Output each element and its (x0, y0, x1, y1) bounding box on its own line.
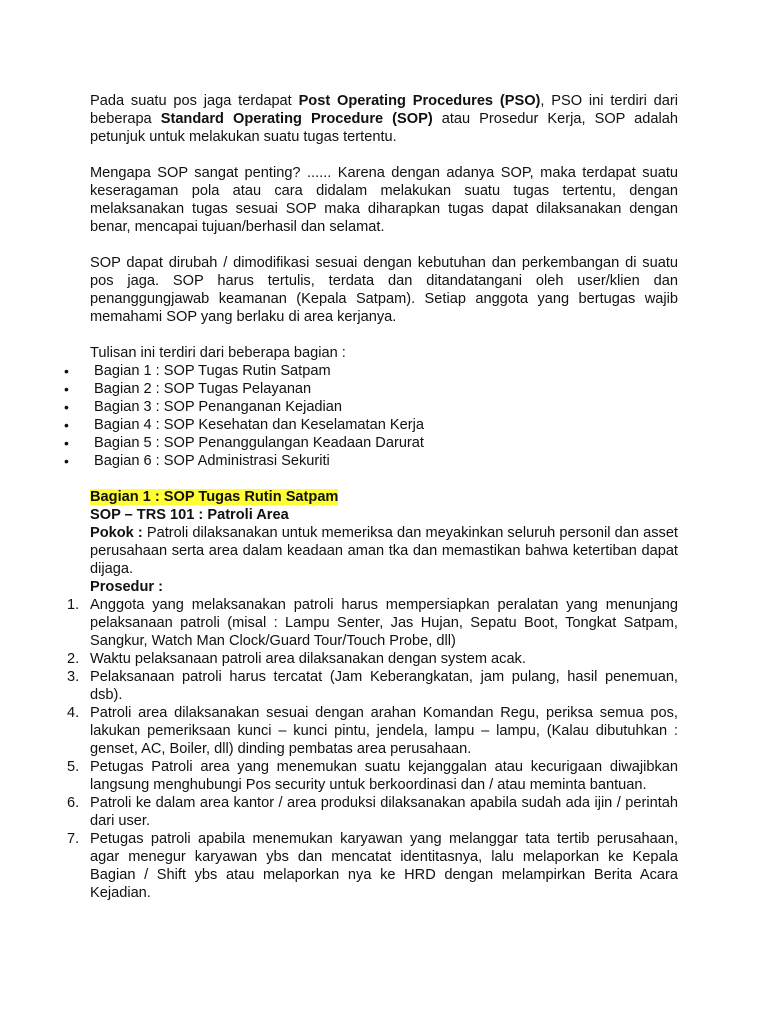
step-text: Petugas patroli apabila menemukan karyawan yang melanggar tata tertib perusahaan, agar menegur karyawan ybs dan mencatat identitasnya, lalu melaporkan ke Kepala Bagian / Shift ybs atau melaporkan nya ke HRD dengan melampirkan Berita Acara Kejadian. (90, 831, 678, 901)
step-number: 4. (67, 705, 80, 721)
document-page (67, 92, 679, 902)
pokok-paragraph (90, 524, 678, 578)
list-item (67, 596, 678, 650)
list-item: • Bagian 1 : SOP Tugas Rutin Satpam (90, 362, 678, 380)
step-number: 5. (67, 759, 80, 775)
list-item (67, 704, 678, 758)
step-number: 7. (67, 831, 80, 847)
intro-text: , PSO ini terdiri dari beberapa (90, 93, 678, 127)
list-item (67, 830, 678, 902)
list-item: • Bagian 3 : SOP Penanganan Kejadian (90, 398, 678, 416)
list-item: • Bagian 4 : SOP Kesehatan dan Keselamatan Kerja (90, 416, 678, 434)
step-number: 3. (67, 669, 80, 685)
list-item (67, 650, 678, 668)
section-heading: Bagian 1 : SOP Tugas Rutin Satpam (90, 489, 339, 505)
list-item (67, 758, 678, 794)
section-1 (67, 488, 678, 902)
intro-paragraph-1 (90, 92, 678, 146)
step-text: Pelaksanaan patroli harus tercatat (Jam Keberangkatan, jam pulang, hasil penemuan, dsb). (90, 669, 678, 703)
sop-title: SOP – TRS 101 : Patroli Area (90, 507, 289, 523)
intro-paragraph-2: Mengapa SOP sangat penting? ...... Karena dengan adanya SOP, maka terdapat suatu keseragaman pola atau cara didalam melakukan suatu tugas tertentu, dengan melaksanakan tugas sesuai SOP maka diharapkan tugas dapat dilaksanakan dengan benar, mencapai tujuan/berhasil dan selamat. (90, 165, 678, 235)
step-text: Waktu pelaksanaan patroli area dilaksanakan dengan system acak. (90, 651, 526, 667)
step-text: Patroli ke dalam area kantor / area produksi dilaksanakan apabila sudah ada ijin / perintah dari user. (90, 795, 678, 829)
list-item (67, 668, 678, 704)
intro-text: Pada suatu pos jaga terdapat (90, 93, 299, 109)
list-item: • Bagian 5 : SOP Penanggulangan Keadaan Darurat (90, 434, 678, 452)
parts-list-heading: Tulisan ini terdiri dari beberapa bagian : (90, 345, 346, 361)
step-text: Petugas Patroli area yang menemukan suatu kejanggalan atau kecurigaan diwajibkan langsung menghubungi Pos security untuk berkoordinasi dan / atau meminta bantuan. (90, 759, 678, 793)
list-item: • Bagian 6 : SOP Administrasi Sekuriti (90, 452, 678, 470)
prosedur-label: Prosedur : (90, 579, 163, 595)
step-number: 6. (67, 795, 80, 811)
step-text: Anggota yang melaksanakan patroli harus mempersiapkan peralatan yang menunjang pelaksanaan patroli (misal : Lampu Senter, Jas Hujan, Sepatu Boot, Tongkat Satpam, Sangkur, Watch Man Clock/Guard Tour/Touch Probe, dll) (90, 597, 678, 649)
list-item (67, 794, 678, 830)
sop-term: Standard Operating Procedure (SOP) (160, 111, 433, 127)
step-text: Patroli area dilaksanakan sesuai dengan arahan Komandan Regu, periksa semua pos, lakukan pemeriksaan kunci – kunci pintu, jendela, lampu – lampu, (Kalau dibutuhkan : genset, AC, Boiler, dll) dinding pembatas area perusahaan. (90, 705, 678, 757)
procedure-steps (67, 596, 678, 902)
step-number: 1. (67, 597, 80, 613)
pso-term: Post Operating Procedures (PSO) (298, 93, 541, 109)
pokok-text: Patroli dilaksanakan untuk memeriksa dan meyakinkan seluruh personil dan asset perusahaan serta area dalam keadaan aman tka dan memastikan bahwa ketertiban dapat dijaga. (90, 525, 678, 577)
pokok-label: Pokok : (90, 525, 143, 541)
intro-paragraph-3: SOP dapat dirubah / dimodifikasi sesuai dengan kebutuhan dan perkembangan di suatu pos jaga. SOP harus tertulis, terdata dan ditandatangani oleh user/klien dan penanggungjawab keamanan (Kepala Satpam). Setiap anggota yang bertugas wajib memahami SOP yang berlaku di area kerjanya. (90, 255, 678, 325)
intro-text: atau Prosedur Kerja, SOP adalah petunjuk untuk melakukan suatu tugas tertentu. (90, 111, 679, 145)
step-number: 2. (67, 651, 80, 667)
list-item: • Bagian 2 : SOP Tugas Pelayanan (90, 380, 678, 398)
parts-list (90, 362, 678, 470)
